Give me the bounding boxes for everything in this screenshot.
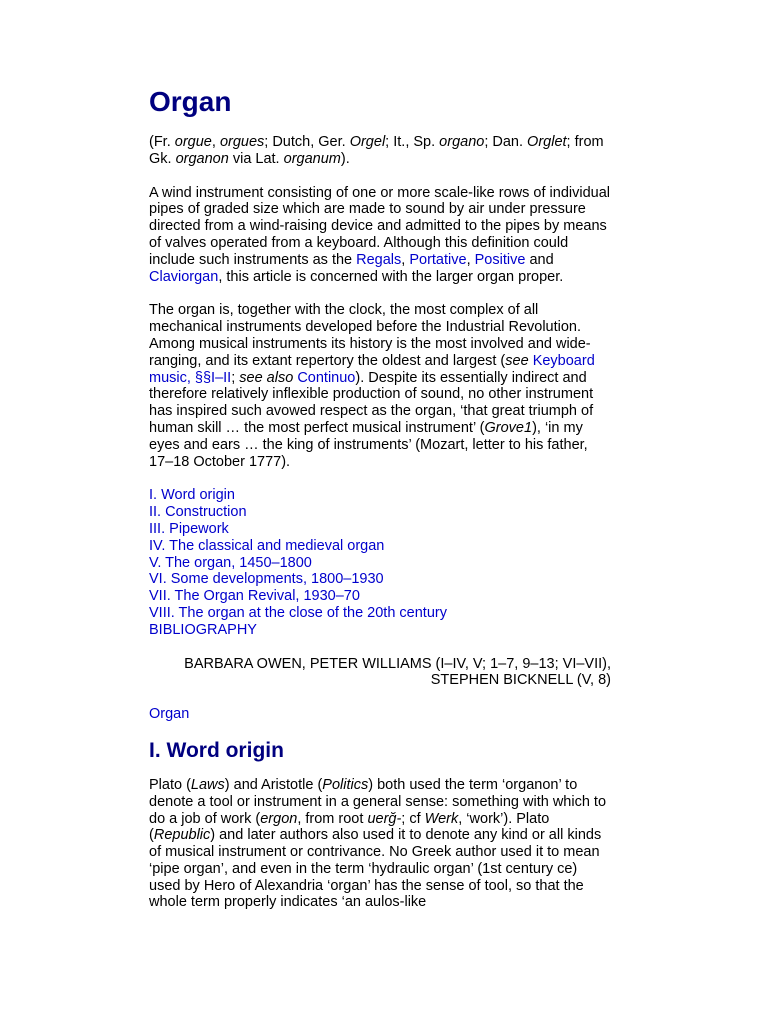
text: ; cf	[401, 810, 425, 827]
etymology-paragraph	[149, 134, 611, 168]
toc-item-classical-medieval[interactable]: IV. The classical and medieval organ	[149, 537, 385, 554]
toc-item-construction[interactable]: II. Construction	[149, 504, 247, 521]
text: Plato (	[149, 776, 191, 793]
text-italic: Republic	[153, 827, 211, 844]
text: A wind instrument consisting of one or more scale-like rows of individual pipes of graded size which are made to sound by air under pressure directed from a wind-raising device and admitted to the pipes by means of valves operated from a keyboard. Although this definition could include such instruments as the	[149, 184, 610, 268]
term: orgue	[174, 134, 212, 150]
link-regals[interactable]: Regals	[356, 251, 402, 268]
link-keyboard-music[interactable]: Keyboard music, §§I–II	[149, 352, 595, 386]
link-continuo[interactable]: Continuo	[297, 369, 356, 386]
toc-item-pipework[interactable]: III. Pipework	[149, 520, 229, 537]
text: ; from Gk.	[149, 134, 604, 167]
text: ;	[231, 369, 240, 386]
link-claviorgan[interactable]: Claviorgan	[149, 268, 219, 285]
term: Orgel	[349, 134, 386, 150]
link-positive[interactable]: Positive	[474, 251, 526, 268]
term: organo	[439, 134, 485, 150]
toc-item-20th-century[interactable]: VIII. The organ at the close of the 20th century	[149, 604, 447, 621]
toc-item-organ-revival[interactable]: VII. The Organ Revival, 1930–70	[149, 588, 360, 605]
text: ,	[466, 251, 475, 268]
term: orgues	[219, 134, 265, 150]
definition-paragraph	[149, 185, 611, 286]
text: ), ‘in my eyes and ears … the king of instruments’ (Mozart, letter to his father, 17–18 October 1777).	[149, 419, 588, 470]
page-title: Organ	[149, 86, 232, 117]
text-italic: uerğ-	[367, 810, 402, 827]
text: ; It., Sp.	[385, 134, 440, 150]
history-paragraph	[149, 302, 611, 470]
text: ; Dutch, Ger.	[264, 134, 350, 150]
text-italic: Grove1	[484, 419, 533, 436]
text: ) and Aristotle (	[224, 776, 323, 793]
back-to-organ-link[interactable]: Organ	[149, 706, 190, 723]
author-line: STEPHEN BICKNELL (V, 8)	[430, 672, 611, 689]
word-origin-paragraph	[149, 777, 611, 911]
term: Orglet	[527, 134, 567, 150]
text: ) and later authors also used it to denote any kind or all kinds of musical instrument or contrivance. No Greek author used it to mean ‘pipe organ’, and even in the term ‘hydraulic organ’ (1st century ce) used by Hero of Alexandria ‘organ’ has the sense of tool, so that the whole term properly indicates ‘an aulos-like	[149, 827, 602, 911]
article	[149, 84, 611, 928]
text: ,	[211, 134, 220, 150]
author-credits	[149, 656, 611, 690]
term: organum	[283, 150, 341, 167]
text: , ‘work’). Plato (	[149, 810, 550, 844]
toc-item-1800-1930[interactable]: VI. Some developments, 1800–1930	[149, 571, 384, 588]
toc-item-1450-1800[interactable]: V. The organ, 1450–1800	[149, 554, 312, 571]
text-italic: Politics	[322, 776, 369, 793]
text-italic: see	[505, 352, 529, 369]
text: , from root	[297, 810, 368, 827]
author-line: BARBARA OWEN, PETER WILLIAMS (I–IV, V; 1–7, 9–13; VI–VII),	[184, 655, 611, 672]
text: ; Dan.	[484, 134, 528, 150]
section-heading: I. Word origin	[149, 738, 284, 762]
text: ,	[401, 251, 410, 268]
text: and	[525, 251, 554, 268]
text: , this article is concerned with the larger organ proper.	[218, 268, 564, 285]
text-italic: Werk	[424, 810, 459, 827]
text-italic: Laws	[190, 776, 225, 793]
link-portative[interactable]: Portative	[409, 251, 467, 268]
term: organon	[175, 150, 229, 167]
toc-item-bibliography[interactable]: BIBLIOGRAPHY	[149, 621, 257, 638]
text: via Lat.	[228, 150, 284, 167]
text: ).	[340, 150, 350, 167]
text: (Fr.	[149, 134, 175, 150]
table-of-contents	[149, 487, 611, 638]
text: The organ is, together with the clock, the most complex of all mechanical instruments developed before the Industrial Revolution. Among musical instruments its history is the most involved and wide-ranging, and its extant repertory the oldest and largest (	[149, 302, 591, 369]
text: ) both used the term ‘organon’ to denote a tool or instrument in a general sense: something with which to do a job of work (	[149, 776, 607, 827]
text-italic: ergon	[260, 810, 298, 827]
text-italic: see also	[239, 369, 294, 386]
text: ). Despite its essentially indirect and therefore relatively inflexible production of sound, no other instrument has inspired such avowed respect as the organ, ‘that great triumph of human skill … the most perfect musical instrument’ (	[149, 369, 594, 436]
toc-item-word-origin[interactable]: I. Word origin	[149, 487, 235, 504]
